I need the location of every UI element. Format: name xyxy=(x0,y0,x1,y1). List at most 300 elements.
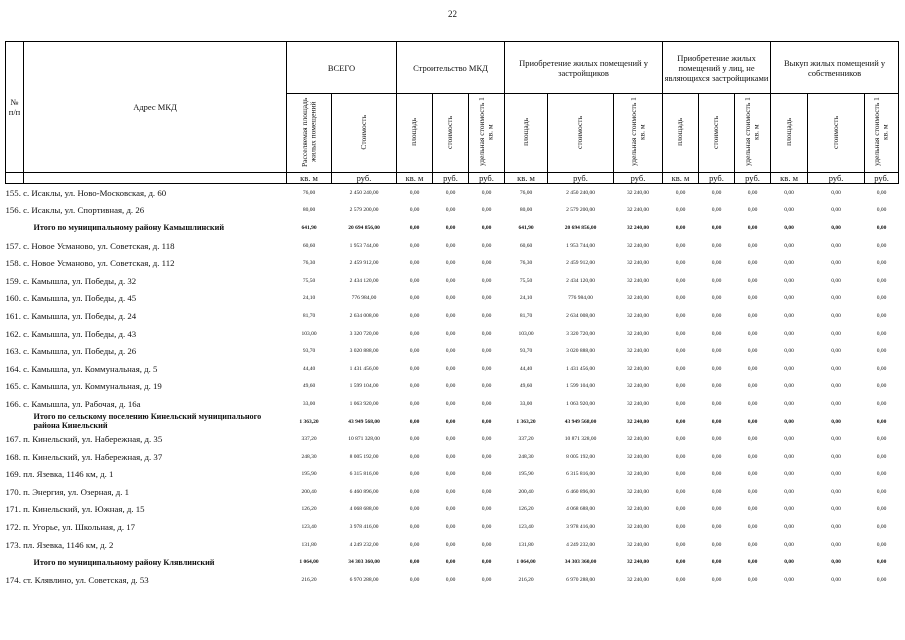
value-cell: 0,00 xyxy=(675,524,686,531)
subcol-header xyxy=(287,94,332,173)
value-cell: 32 240,00 xyxy=(627,189,650,196)
value-cell: 6 315 816,00 xyxy=(349,471,379,478)
value-cell: 0,00 xyxy=(409,365,420,372)
value-cell: 76,30 xyxy=(519,260,533,267)
subcol-header xyxy=(735,94,771,173)
value-cell: 0,00 xyxy=(876,207,887,214)
unit-cell: руб. xyxy=(699,173,735,184)
unit-cell: руб. xyxy=(614,173,663,184)
value-cell: 32 240,00 xyxy=(627,365,650,372)
value-cell: 32 240,00 xyxy=(627,400,650,407)
address-cell: 161. с. Камышла, ул. Победы, д. 24 xyxy=(5,310,137,321)
resettlement-table xyxy=(5,41,899,589)
value-cell: 0,00 xyxy=(409,506,420,513)
value-cell: 0,00 xyxy=(876,365,887,372)
value-cell: 4 249 232,00 xyxy=(349,541,379,548)
value-cell: 32 240,00 xyxy=(627,224,650,231)
unit-cell: руб. xyxy=(865,173,899,184)
subcol-header-label: удельная стоимость 1 кв. м xyxy=(477,97,495,167)
value-cell: 2 459 912,00 xyxy=(349,260,379,267)
value-cell: 0,00 xyxy=(831,541,841,548)
value-cell: 43 949 568,00 xyxy=(564,418,597,425)
address-cell: 163. с. Камышла, ул. Победы, д. 26 xyxy=(5,346,137,357)
value-cell: 195,90 xyxy=(301,471,317,478)
value-cell: 123,40 xyxy=(518,524,534,531)
value-cell: 0,00 xyxy=(747,312,758,319)
value-cell: 0,00 xyxy=(747,330,758,337)
value-cell: 0,00 xyxy=(711,224,722,231)
value-cell: 0,00 xyxy=(747,506,758,513)
value-cell: 0,00 xyxy=(876,277,887,284)
value-cell: 80,00 xyxy=(519,207,533,214)
table-row xyxy=(6,430,899,448)
value-cell: 0,00 xyxy=(747,260,758,267)
value-cell: 0,00 xyxy=(831,488,841,495)
value-cell: 0,00 xyxy=(747,436,758,443)
table-row xyxy=(6,501,899,519)
value-cell: 0,00 xyxy=(747,471,758,478)
group-header-total: ВСЕГО xyxy=(287,42,397,94)
value-cell: 0,00 xyxy=(831,224,841,231)
value-cell: 0,00 xyxy=(711,330,722,337)
value-cell: 32 240,00 xyxy=(627,312,650,319)
value-cell: 0,00 xyxy=(876,488,887,495)
value-cell: 0,00 xyxy=(876,400,887,407)
subcol-header-label: стоимость xyxy=(711,115,721,149)
table-row xyxy=(6,518,899,536)
address-cell: 156. с. Исаклы, ул. Спортивная, д. 26 xyxy=(5,205,145,216)
value-cell: 32 240,00 xyxy=(627,576,650,583)
value-cell: 0,00 xyxy=(831,383,841,390)
value-cell: 0,00 xyxy=(409,418,420,425)
address-cell: Итого по муниципальному району Клявлинский xyxy=(33,557,215,567)
value-cell: 32 240,00 xyxy=(627,506,650,513)
value-cell: 0,00 xyxy=(711,295,722,302)
value-cell: 0,00 xyxy=(409,224,420,231)
unit-cell: руб. xyxy=(735,173,771,184)
value-cell: 0,00 xyxy=(711,400,722,407)
value-cell: 0,00 xyxy=(711,576,722,583)
value-cell: 216,20 xyxy=(301,576,317,583)
value-cell: 33,00 xyxy=(519,400,533,407)
subcol-header xyxy=(433,94,469,173)
value-cell: 8 005 192,00 xyxy=(349,453,379,460)
unit-cell: кв. м xyxy=(397,173,433,184)
value-cell: 0,00 xyxy=(445,541,456,548)
value-cell: 1 063 920,00 xyxy=(349,400,379,407)
value-cell: 0,00 xyxy=(675,260,686,267)
value-cell: 0,00 xyxy=(675,295,686,302)
value-cell: 0,00 xyxy=(675,576,686,583)
subcol-header xyxy=(469,94,505,173)
value-cell: 0,00 xyxy=(675,400,686,407)
value-cell: 0,00 xyxy=(445,295,456,302)
value-cell: 2 450 240,00 xyxy=(566,189,595,196)
subcol-header xyxy=(505,94,548,173)
total-row xyxy=(6,413,899,431)
value-cell: 0,00 xyxy=(445,524,456,531)
value-cell: 32 240,00 xyxy=(627,471,650,478)
total-row xyxy=(6,219,899,237)
value-cell: 0,00 xyxy=(445,436,456,443)
value-cell: 76,00 xyxy=(519,189,533,196)
value-cell: 0,00 xyxy=(784,207,794,214)
subcol-header-label: стоимость xyxy=(830,115,840,149)
value-cell: 0,00 xyxy=(784,348,794,355)
value-cell: 3 020 888,00 xyxy=(349,348,379,355)
value-cell: 0,00 xyxy=(481,348,492,355)
value-cell: 0,00 xyxy=(711,524,722,531)
value-cell: 0,00 xyxy=(784,189,794,196)
value-cell: 0,00 xyxy=(711,260,722,267)
value-cell: 0,00 xyxy=(711,207,722,214)
value-cell: 0,00 xyxy=(481,224,492,231)
value-cell: 0,00 xyxy=(675,383,686,390)
value-cell: 75,50 xyxy=(302,277,316,284)
value-cell: 0,00 xyxy=(711,277,722,284)
value-cell: 0,00 xyxy=(409,471,420,478)
value-cell: 2 459 912,00 xyxy=(566,260,595,267)
unit-cell: руб. xyxy=(433,173,469,184)
value-cell: 0,00 xyxy=(784,506,794,513)
subcol-header-label: площадь xyxy=(409,118,419,146)
value-cell: 0,00 xyxy=(409,400,420,407)
value-cell: 0,00 xyxy=(876,383,887,390)
value-cell: 32 240,00 xyxy=(627,330,650,337)
value-cell: 0,00 xyxy=(831,295,841,302)
value-cell: 32 240,00 xyxy=(627,488,650,495)
value-cell: 0,00 xyxy=(831,207,841,214)
value-cell: 49,60 xyxy=(302,383,316,390)
value-cell: 81,70 xyxy=(519,312,533,319)
value-cell: 0,00 xyxy=(747,348,758,355)
value-cell: 33,00 xyxy=(302,400,316,407)
value-cell: 1 953 744,00 xyxy=(566,242,595,249)
value-cell: 3 978 416,00 xyxy=(566,524,595,531)
value-cell: 0,00 xyxy=(481,207,492,214)
unit-cell: руб. xyxy=(332,173,397,184)
value-cell: 0,00 xyxy=(445,330,456,337)
value-cell: 0,00 xyxy=(876,260,887,267)
value-cell: 8 005 192,00 xyxy=(566,453,595,460)
table-row xyxy=(6,184,899,202)
value-cell: 0,00 xyxy=(675,224,686,231)
value-cell: 0,00 xyxy=(784,436,794,443)
value-cell: 10 871 328,00 xyxy=(564,436,597,443)
value-cell: 0,00 xyxy=(675,436,686,443)
address-cell: 169. пл. Язевка, 1146 км, д. 1 xyxy=(5,469,114,480)
value-cell: 32 240,00 xyxy=(627,524,650,531)
unit-cell: руб. xyxy=(548,173,614,184)
value-cell: 0,00 xyxy=(445,189,456,196)
value-cell: 0,00 xyxy=(831,365,841,372)
value-cell: 0,00 xyxy=(876,524,887,531)
value-cell: 0,00 xyxy=(481,576,492,583)
value-cell: 337,20 xyxy=(301,436,317,443)
value-cell: 32 240,00 xyxy=(627,418,650,425)
value-cell: 49,60 xyxy=(519,383,533,390)
value-cell: 0,00 xyxy=(409,207,420,214)
subcol-header xyxy=(332,94,397,173)
value-cell: 32 240,00 xyxy=(627,436,650,443)
value-cell: 0,00 xyxy=(711,348,722,355)
value-cell: 0,00 xyxy=(876,576,887,583)
value-cell: 4 068 688,00 xyxy=(349,506,379,513)
group-header-construction: Строительство МКД xyxy=(397,42,505,94)
unit-cell: руб. xyxy=(469,173,505,184)
value-cell: 0,00 xyxy=(784,295,794,302)
subcol-header-label: стоимость xyxy=(445,115,455,149)
subcol-header-label: удельная стоимость 1 кв. м xyxy=(628,97,647,167)
value-cell: 1 431 456,00 xyxy=(349,365,379,372)
value-cell: 0,00 xyxy=(876,348,887,355)
col-num-header: № п/п xyxy=(6,42,24,173)
address-cell: 168. п. Кинельский, ул. Набережная, д. 37 xyxy=(5,451,163,462)
value-cell: 0,00 xyxy=(675,365,686,372)
value-cell: 0,00 xyxy=(747,576,758,583)
value-cell: 24,10 xyxy=(519,295,533,302)
value-cell: 0,00 xyxy=(747,224,758,231)
value-cell: 0,00 xyxy=(747,242,758,249)
value-cell: 93,70 xyxy=(302,348,316,355)
value-cell: 0,00 xyxy=(409,348,420,355)
group-header-developers: Приобретение жилых помещений у застройщиков xyxy=(505,42,663,94)
value-cell: 0,00 xyxy=(445,365,456,372)
value-cell: 0,00 xyxy=(481,312,492,319)
value-cell: 0,00 xyxy=(711,383,722,390)
value-cell: 0,00 xyxy=(784,277,794,284)
value-cell: 0,00 xyxy=(409,383,420,390)
value-cell: 81,70 xyxy=(302,312,316,319)
address-cell: 170. п. Энергия, ул. Озерная, д. 1 xyxy=(5,486,130,497)
value-cell: 1 599 104,00 xyxy=(349,383,379,390)
value-cell: 32 240,00 xyxy=(627,295,650,302)
value-cell: 0,00 xyxy=(784,471,794,478)
value-cell: 0,00 xyxy=(711,559,722,566)
unit-cell: кв. м xyxy=(663,173,699,184)
value-cell: 0,00 xyxy=(409,524,420,531)
value-cell: 0,00 xyxy=(784,559,794,566)
value-cell: 0,00 xyxy=(747,207,758,214)
value-cell: 32 240,00 xyxy=(627,207,650,214)
address-cell: 160. с. Камышла, ул. Победы, д. 45 xyxy=(5,293,137,304)
value-cell: 0,00 xyxy=(481,330,492,337)
value-cell: 0,00 xyxy=(409,541,420,548)
value-cell: 0,00 xyxy=(445,471,456,478)
value-cell: 32 240,00 xyxy=(627,541,650,548)
subcol-header-label: удельная стоимость 1 кв. м xyxy=(743,97,761,167)
subcol-header-label: площадь xyxy=(675,118,685,146)
table-row xyxy=(6,448,899,466)
value-cell: 0,00 xyxy=(784,524,794,531)
value-cell: 0,00 xyxy=(445,224,456,231)
group-header-buyout: Выкуп жилых помещений у собственников xyxy=(771,42,899,94)
value-cell: 0,00 xyxy=(784,541,794,548)
value-cell: 43 949 568,00 xyxy=(348,418,380,425)
value-cell: 0,00 xyxy=(876,224,887,231)
value-cell: 6 970 288,00 xyxy=(566,576,595,583)
value-cell: 0,00 xyxy=(409,436,420,443)
value-cell: 0,00 xyxy=(831,312,841,319)
value-cell: 80,00 xyxy=(302,207,316,214)
value-cell: 0,00 xyxy=(481,242,492,249)
value-cell: 0,00 xyxy=(481,277,492,284)
value-cell: 0,00 xyxy=(784,242,794,249)
value-cell: 0,00 xyxy=(876,541,887,548)
value-cell: 0,00 xyxy=(675,418,686,425)
value-cell: 0,00 xyxy=(784,418,794,425)
table-row xyxy=(6,395,899,413)
address-cell: 166. с. Камышла, ул. Рабочая, д. 16а xyxy=(5,398,141,409)
value-cell: 2 634 008,00 xyxy=(566,312,595,319)
value-cell: 44,40 xyxy=(519,365,533,372)
value-cell: 2 434 120,00 xyxy=(349,277,379,284)
subcol-header-label: удельная стоимость 1 кв. м xyxy=(872,97,890,167)
value-cell: 0,00 xyxy=(784,224,794,231)
value-cell: 93,70 xyxy=(519,348,533,355)
value-cell: 216,20 xyxy=(518,576,534,583)
value-cell: 0,00 xyxy=(747,365,758,372)
value-cell: 2 450 240,00 xyxy=(349,189,379,196)
value-cell: 0,00 xyxy=(445,383,456,390)
value-cell: 200,40 xyxy=(518,488,534,495)
table-row xyxy=(6,360,899,378)
value-cell: 0,00 xyxy=(747,418,758,425)
value-cell: 1 064,00 xyxy=(299,559,319,566)
value-cell: 0,00 xyxy=(747,541,758,548)
value-cell: 0,00 xyxy=(747,453,758,460)
value-cell: 20 694 856,00 xyxy=(348,224,380,231)
unit-cell: кв. м xyxy=(505,173,548,184)
value-cell: 0,00 xyxy=(675,348,686,355)
value-cell: 0,00 xyxy=(831,471,841,478)
address-cell: 167. п. Кинельский, ул. Набережная, д. 35 xyxy=(5,434,163,445)
address-cell: 172. п. Угорье, ул. Школьная, д. 17 xyxy=(5,522,136,533)
value-cell: 0,00 xyxy=(831,260,841,267)
subcol-header xyxy=(808,94,865,173)
value-cell: 32 240,00 xyxy=(627,453,650,460)
value-cell: 6 460 896,00 xyxy=(566,488,595,495)
value-cell: 0,00 xyxy=(876,189,887,196)
table-row xyxy=(6,378,899,396)
value-cell: 0,00 xyxy=(675,189,686,196)
value-cell: 0,00 xyxy=(481,295,492,302)
value-cell: 0,00 xyxy=(711,506,722,513)
value-cell: 60,60 xyxy=(302,242,316,249)
value-cell: 0,00 xyxy=(711,242,722,249)
subcol-header-label: Расселяемая площадь жилых помещений xyxy=(299,97,317,167)
value-cell: 0,00 xyxy=(831,418,841,425)
value-cell: 0,00 xyxy=(711,453,722,460)
value-cell: 0,00 xyxy=(445,453,456,460)
table-row xyxy=(6,254,899,272)
value-cell: 0,00 xyxy=(876,471,887,478)
subcol-header xyxy=(397,94,433,173)
value-cell: 0,00 xyxy=(445,576,456,583)
value-cell: 0,00 xyxy=(876,330,887,337)
address-cell: Итого по муниципальному району Камышлинский xyxy=(33,223,225,233)
value-cell: 0,00 xyxy=(675,312,686,319)
value-cell: 0,00 xyxy=(409,260,420,267)
table-row xyxy=(6,483,899,501)
value-cell: 0,00 xyxy=(876,312,887,319)
col-address-header: Адрес МКД xyxy=(24,42,287,173)
value-cell: 0,00 xyxy=(409,330,420,337)
value-cell: 0,00 xyxy=(481,541,492,548)
value-cell: 0,00 xyxy=(784,260,794,267)
value-cell: 0,00 xyxy=(831,189,841,196)
subcol-header-label: площадь xyxy=(783,118,793,146)
value-cell: 0,00 xyxy=(445,400,456,407)
value-cell: 0,00 xyxy=(711,418,722,425)
value-cell: 0,00 xyxy=(481,471,492,478)
value-cell: 131,80 xyxy=(301,541,317,548)
address-cell: 157. с. Новое Усманово, ул. Советская, д. 118 xyxy=(5,240,175,251)
address-cell: 155. с. Исаклы, ул. Ново-Московская, д. 60 xyxy=(5,187,167,198)
value-cell: 0,00 xyxy=(675,330,686,337)
value-cell: 0,00 xyxy=(711,541,722,548)
value-cell: 32 240,00 xyxy=(627,383,650,390)
total-row xyxy=(6,553,899,571)
value-cell: 337,20 xyxy=(518,436,534,443)
value-cell: 0,00 xyxy=(784,365,794,372)
value-cell: 0,00 xyxy=(481,488,492,495)
value-cell: 4 249 232,00 xyxy=(566,541,595,548)
value-cell: 0,00 xyxy=(409,312,420,319)
value-cell: 2 579 200,00 xyxy=(566,207,595,214)
value-cell: 0,00 xyxy=(784,453,794,460)
value-cell: 103,00 xyxy=(518,330,534,337)
table-row xyxy=(6,290,899,308)
value-cell: 0,00 xyxy=(481,365,492,372)
value-cell: 0,00 xyxy=(445,506,456,513)
value-cell: 0,00 xyxy=(409,242,420,249)
value-cell: 0,00 xyxy=(675,471,686,478)
value-cell: 0,00 xyxy=(675,453,686,460)
value-cell: 0,00 xyxy=(481,453,492,460)
value-cell: 32 240,00 xyxy=(627,348,650,355)
value-cell: 0,00 xyxy=(675,242,686,249)
value-cell: 0,00 xyxy=(711,189,722,196)
table-row xyxy=(6,237,899,255)
value-cell: 6 315 816,00 xyxy=(566,471,595,478)
table-row xyxy=(6,272,899,290)
value-cell: 0,00 xyxy=(831,576,841,583)
page-number: 22 xyxy=(448,9,457,19)
value-cell: 200,40 xyxy=(301,488,317,495)
address-cell: 173. пл. Язевка, 1146 км, д. 2 xyxy=(5,539,114,550)
subcol-header xyxy=(771,94,808,173)
value-cell: 0,00 xyxy=(831,453,841,460)
value-cell: 0,00 xyxy=(711,312,722,319)
subcol-header xyxy=(548,94,614,173)
address-cell: 164. с. Камышла, ул. Коммунальная, д. 5 xyxy=(5,363,158,374)
value-cell: 0,00 xyxy=(831,330,841,337)
value-cell: 0,00 xyxy=(481,436,492,443)
value-cell: 3 020 888,00 xyxy=(566,348,595,355)
value-cell: 6 970 288,00 xyxy=(349,576,379,583)
table-row xyxy=(6,466,899,484)
value-cell: 776 984,00 xyxy=(568,295,593,302)
value-cell: 32 240,00 xyxy=(627,242,650,249)
value-cell: 126,20 xyxy=(518,506,534,513)
value-cell: 0,00 xyxy=(784,330,794,337)
value-cell: 0,00 xyxy=(876,418,887,425)
value-cell: 0,00 xyxy=(711,365,722,372)
value-cell: 0,00 xyxy=(445,207,456,214)
value-cell: 1 363,20 xyxy=(516,418,536,425)
table-row xyxy=(6,202,899,220)
